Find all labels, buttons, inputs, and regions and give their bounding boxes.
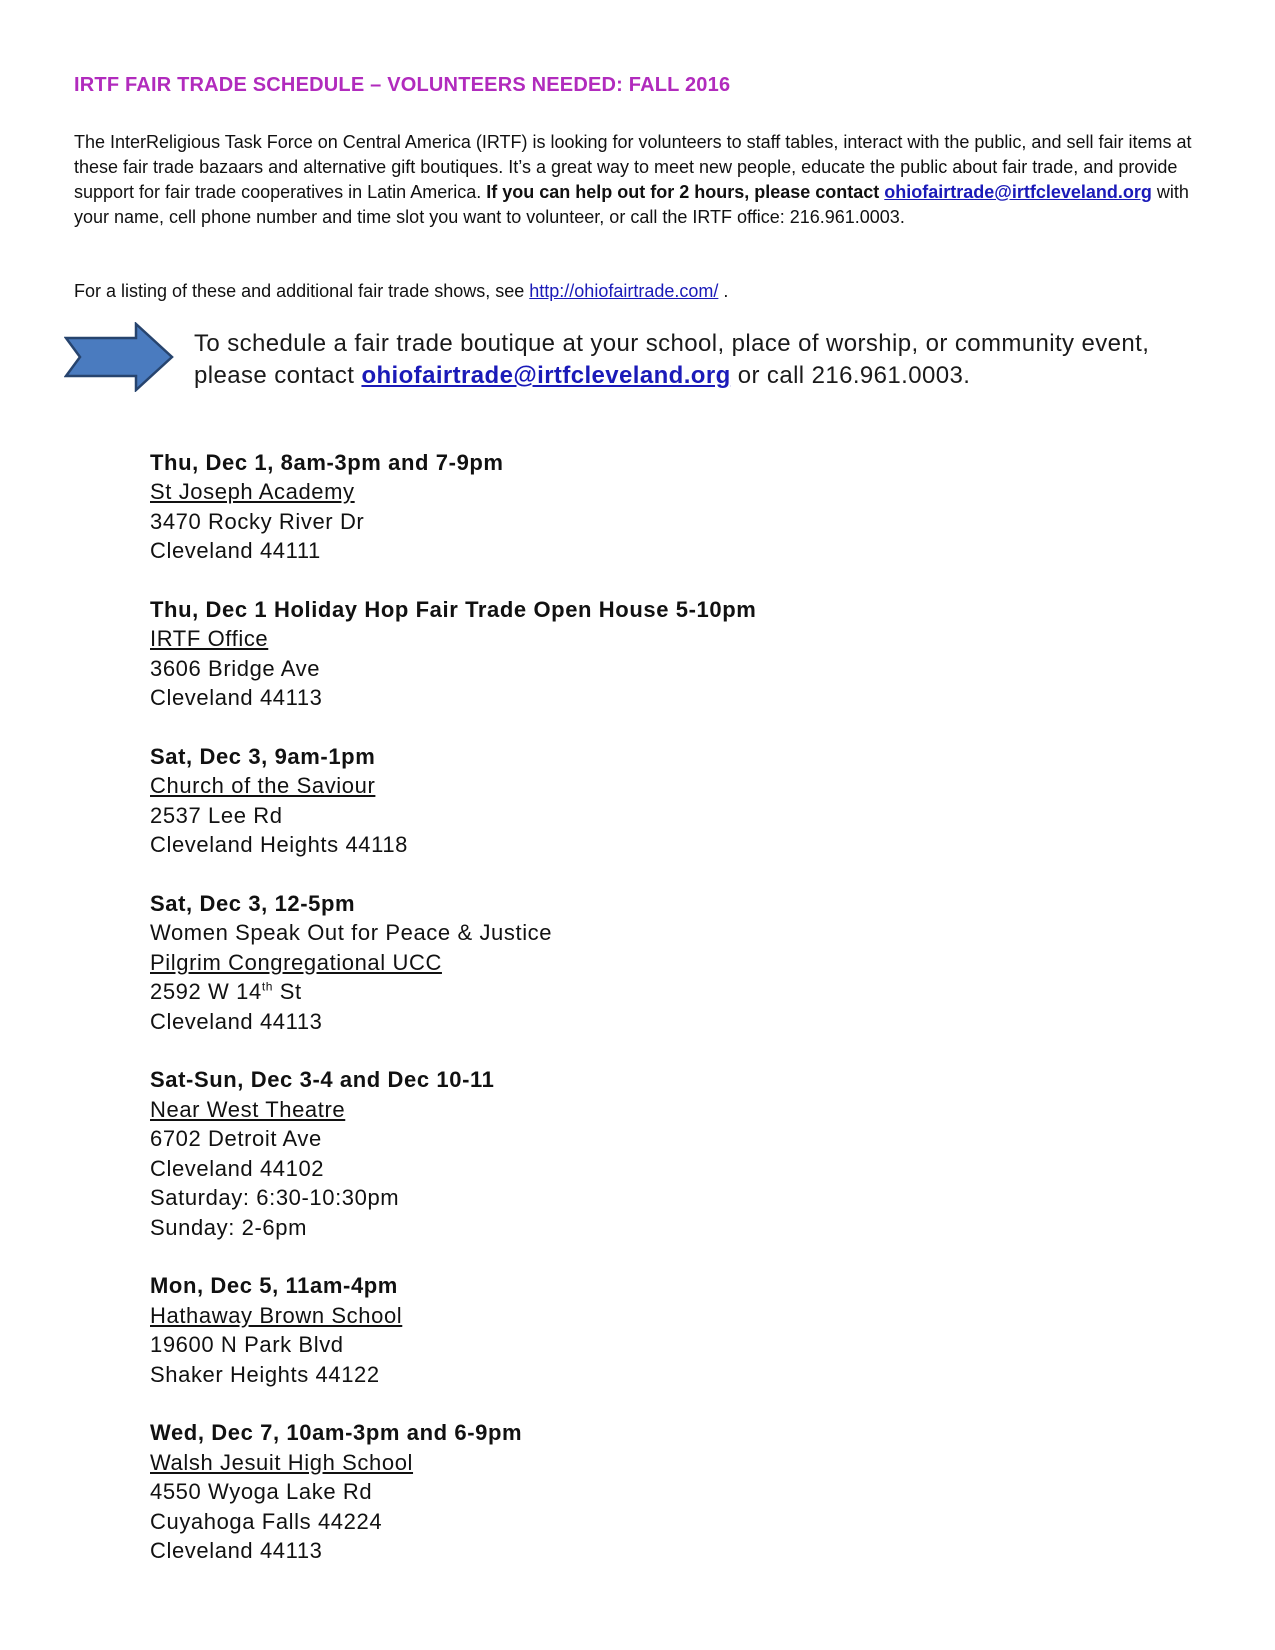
event-street: 2537 Lee Rd bbox=[150, 802, 283, 828]
event-item bbox=[150, 889, 1050, 1036]
event-venue: Church of the Saviour bbox=[150, 773, 376, 799]
event-venue: Hathaway Brown School bbox=[150, 1302, 403, 1328]
fairtrade-website-link[interactable]: http://ohiofairtrade.com/ bbox=[529, 281, 719, 301]
callout-text-end: or call 216.961.0003. bbox=[730, 362, 971, 389]
street-ordinal: th bbox=[261, 979, 274, 994]
intro-paragraph bbox=[74, 130, 1204, 230]
event-datetime: Sat-Sun, Dec 3-4 and Dec 10-11 bbox=[150, 1067, 495, 1093]
event-datetime: Mon, Dec 5, 11am-4pm bbox=[150, 1273, 398, 1299]
street-main: 2592 W 14 bbox=[150, 979, 262, 1005]
event-street bbox=[150, 977, 1050, 1006]
event-venue: IRTF Office bbox=[150, 626, 269, 652]
event-item bbox=[150, 1065, 1050, 1241]
listing-suffix: . bbox=[718, 281, 729, 301]
callout-text bbox=[194, 328, 1194, 392]
volunteer-email-link[interactable]: ohiofairtrade@irtfcleveland.org bbox=[884, 182, 1152, 202]
event-street: 3470 Rocky River Dr bbox=[150, 508, 365, 534]
intro-text: The InterReligious Task Force on Central America (IRTF) is looking for volunteers to staff tables, interact with the public, and sell fair items at these fair trade bazaars and alternative gift boutiques. It’s a great way to meet new people, educate the public about fair trade, and provide support for fair trade cooperatives in Latin America. bbox=[74, 132, 1192, 202]
event-organization: Women Speak Out for Peace & Justice bbox=[150, 920, 553, 946]
event-street: 6702 Detroit Ave bbox=[150, 1126, 322, 1152]
right-arrow-icon bbox=[64, 322, 176, 392]
event-item bbox=[150, 1271, 1050, 1389]
event-item bbox=[150, 1418, 1050, 1565]
callout-box bbox=[64, 322, 1214, 402]
intro-bold-text: If you can help out for 2 hours, please contact bbox=[486, 182, 885, 202]
listing-text: For a listing of these and additional fair trade shows, see bbox=[74, 281, 530, 301]
event-street: 3606 Bridge Ave bbox=[150, 655, 321, 681]
callout-text-start: To schedule a fair trade boutique at your school, place of worship, or community event, please contact bbox=[194, 330, 1150, 389]
listing-paragraph bbox=[74, 279, 728, 304]
event-city: Shaker Heights 44122 bbox=[150, 1361, 380, 1387]
callout-email-link[interactable]: ohiofairtrade@irtfcleveland.org bbox=[361, 362, 731, 389]
intro-text-end: with your name, cell phone number and time slot you want to volunteer, or call the IRTF office: 216.961.0003. bbox=[74, 182, 1189, 227]
event-datetime: Sat, Dec 3, 9am-1pm bbox=[150, 744, 376, 770]
event-venue: Near West Theatre bbox=[150, 1096, 346, 1122]
event-city: Cleveland 44102 bbox=[150, 1155, 325, 1181]
event-datetime: Thu, Dec 1, 8am-3pm and 7-9pm bbox=[150, 450, 504, 475]
page-title: IRTF FAIR TRADE SCHEDULE – VOLUNTEERS NEEDED: FALL 2016 bbox=[74, 74, 731, 96]
event-datetime: Thu, Dec 1 Holiday Hop Fair Trade Open House 5-10pm bbox=[150, 597, 757, 623]
event-city: Cleveland 44111 bbox=[150, 538, 321, 564]
event-item bbox=[150, 448, 1050, 566]
event-item bbox=[150, 742, 1050, 860]
event-venue: Pilgrim Congregational UCC bbox=[150, 949, 442, 975]
event-city: Cleveland 44113 bbox=[150, 685, 323, 711]
event-saturday-hours: Saturday: 6:30-10:30pm bbox=[150, 1185, 400, 1211]
event-city: Cleveland 44113 bbox=[150, 1008, 323, 1034]
event-list bbox=[150, 448, 1050, 1595]
event-city: Cleveland Heights 44118 bbox=[150, 832, 409, 858]
event-sunday-hours: Sunday: 2-6pm bbox=[150, 1214, 307, 1240]
event-datetime: Sat, Dec 3, 12-5pm bbox=[150, 891, 356, 917]
event-extra-city: Cleveland 44113 bbox=[150, 1537, 323, 1563]
event-item bbox=[150, 595, 1050, 713]
event-venue: St Joseph Academy bbox=[150, 479, 355, 505]
event-venue: Walsh Jesuit High School bbox=[150, 1449, 414, 1475]
street-end: St bbox=[273, 979, 302, 1005]
event-city: Cuyahoga Falls 44224 bbox=[150, 1508, 383, 1534]
event-street: 4550 Wyoga Lake Rd bbox=[150, 1479, 373, 1505]
event-street: 19600 N Park Blvd bbox=[150, 1332, 344, 1358]
event-datetime: Wed, Dec 7, 10am-3pm and 6-9pm bbox=[150, 1420, 523, 1446]
